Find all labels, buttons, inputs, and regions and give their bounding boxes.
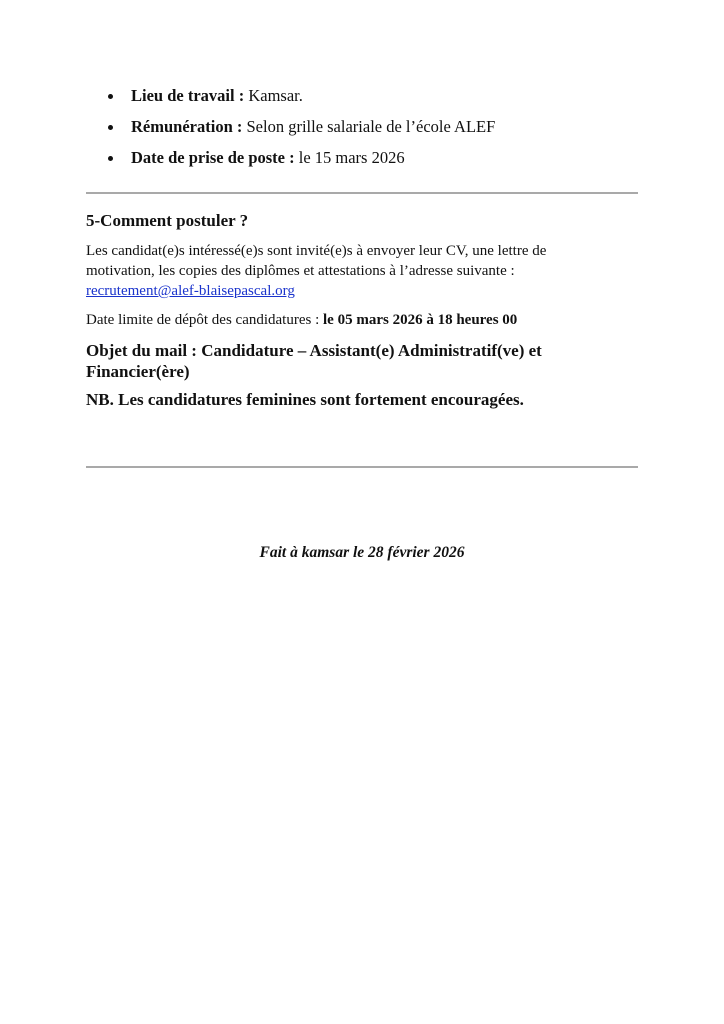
deadline-line (86, 310, 517, 330)
email-link[interactable]: recrutement@alef-blaisepascal.org (86, 283, 295, 299)
detail-item-salary (104, 117, 495, 137)
bullet-icon (108, 94, 113, 99)
detail-value: Kamsar. (244, 86, 303, 105)
subject-line: Objet du mail : Candidature – Assistant(e) Administratif(ve) et (86, 341, 542, 360)
subject-line: Financier(ère) (86, 362, 190, 381)
instructions-line: motivation, les copies des diplômes et attestations à l’adresse suivante : (86, 263, 515, 279)
email-subject (86, 340, 606, 382)
detail-label: Lieu de travail : (131, 86, 245, 105)
detail-value: Selon grille salariale de l’école ALEF (242, 117, 496, 136)
bullet-icon (108, 125, 113, 130)
nb-note: NB. Les candidatures feminines sont fortement encouragées. (86, 390, 524, 409)
section-heading: 5-Comment postuler ? (86, 211, 249, 230)
job-details-list (104, 86, 495, 179)
divider (86, 466, 638, 468)
application-instructions (86, 241, 586, 301)
deadline-label: Date limite de dépôt des candidatures : (86, 312, 324, 328)
signoff-line: Fait à kamsar le 28 février 2026 (259, 544, 465, 561)
detail-item-workplace (104, 86, 495, 106)
detail-label: Rémunération : (131, 117, 243, 136)
detail-item-start-date (104, 148, 495, 168)
divider (86, 192, 638, 194)
detail-label: Date de prise de poste : (131, 148, 295, 167)
bullet-icon (108, 156, 113, 161)
deadline-value: le 05 mars 2026 à 18 heures 00 (323, 312, 518, 328)
detail-value: le 15 mars 2026 (294, 148, 405, 167)
instructions-line: Les candidat(e)s intéressé(e)s sont invité(e)s à envoyer leur CV, une lettre de (86, 243, 547, 259)
